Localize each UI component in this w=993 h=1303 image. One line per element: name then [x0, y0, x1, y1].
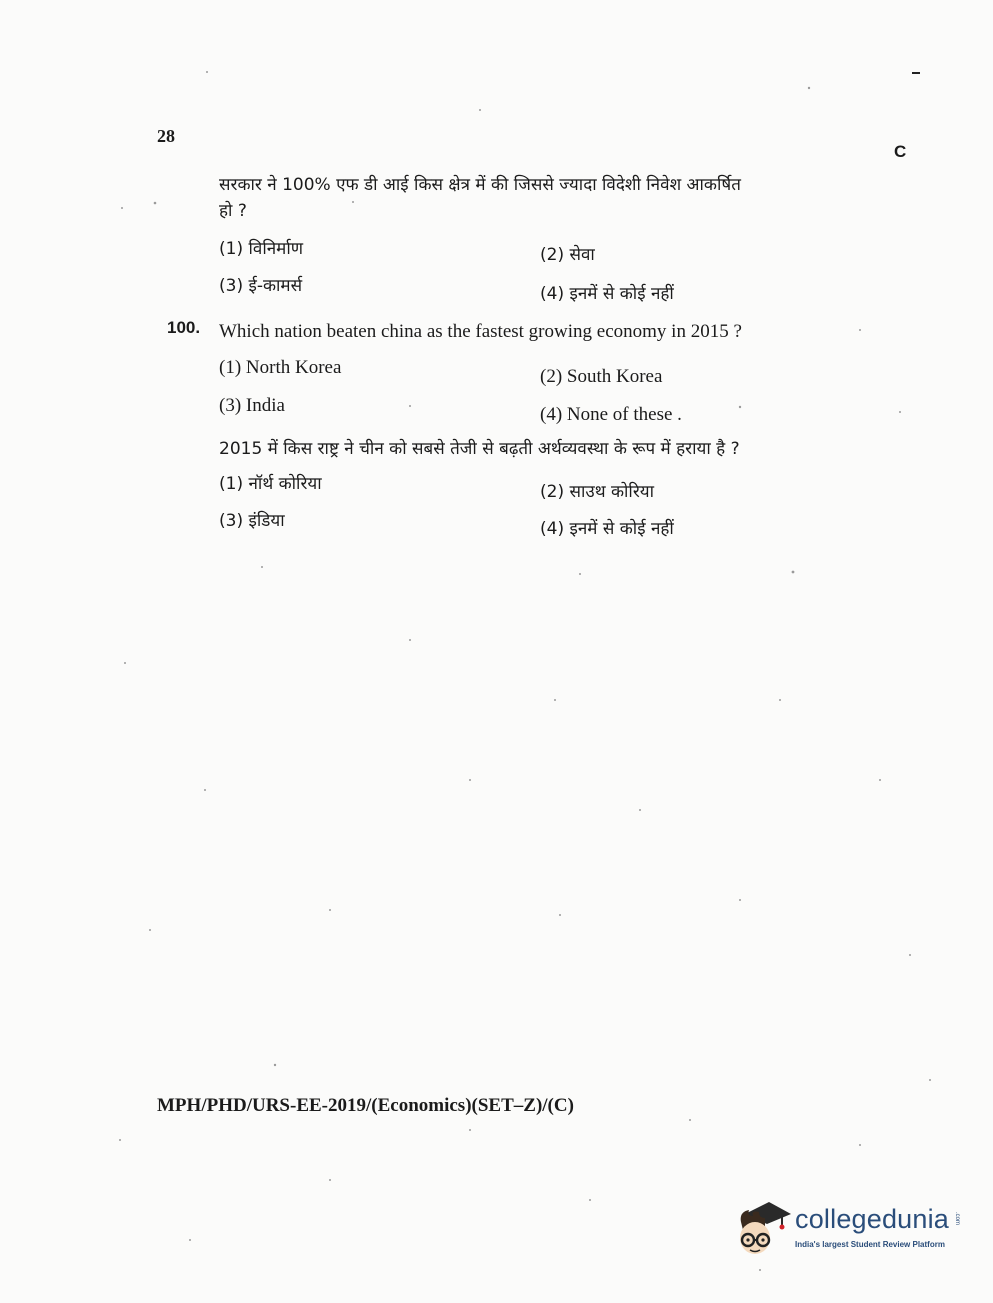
- question-100-english-option-2: (2) South Korea: [540, 366, 663, 387]
- exam-code-footer: MPH/PHD/URS-EE-2019/(Economics)(SET–Z)/(C): [157, 1095, 574, 1116]
- question-100-hindi-option-4: (4) इनमें से कोई नहीं: [540, 519, 674, 539]
- question-100-hindi-option-1: (1) नॉर्थ कोरिया: [219, 474, 322, 494]
- brand-suffix: .com: [954, 1212, 960, 1226]
- question-99-option-2: (2) सेवा: [540, 245, 595, 265]
- question-99-text-line2: हो ?: [219, 201, 247, 221]
- question-100-english-option-4: (4) None of these .: [540, 404, 682, 425]
- question-100-hindi-text: 2015 में किस राष्ट्र ने चीन को सबसे तेजी से बढ़ती अर्थव्यवस्था के रूप में हराया है ?: [219, 439, 740, 459]
- collegedunia-watermark: [735, 1196, 965, 1260]
- question-99-option-3: (3) ई-कामर्स: [219, 276, 303, 296]
- question-100-english-text: Which nation beaten china as the fastest growing economy in 2015 ?: [219, 321, 742, 342]
- question-100-number: 100.: [167, 318, 201, 337]
- brand-tagline: India's largest Student Review Platform: [795, 1240, 945, 1249]
- set-code: C: [894, 142, 907, 161]
- question-99-option-1: (1) विनिर्माण: [219, 239, 304, 259]
- question-100-english-option-3: (3) India: [219, 395, 285, 416]
- student-mascot-icon: [735, 1196, 793, 1258]
- question-100-hindi-option-3: (3) इंडिया: [219, 511, 285, 531]
- question-99-text-line1: सरकार ने 100% एफ डी आई किस क्षेत्र में की जिससे ज्यादा विदेशी निवेश आकर्षित: [219, 175, 741, 195]
- question-100-hindi-option-2: (2) साउथ कोरिया: [540, 482, 655, 502]
- question-100-english-option-1: (1) North Korea: [219, 357, 342, 378]
- edge-mark: [912, 72, 920, 74]
- page-number: 28: [157, 126, 175, 146]
- question-99-option-4: (4) इनमें से कोई नहीं: [540, 284, 674, 304]
- brand-name: collegedunia: [795, 1204, 950, 1234]
